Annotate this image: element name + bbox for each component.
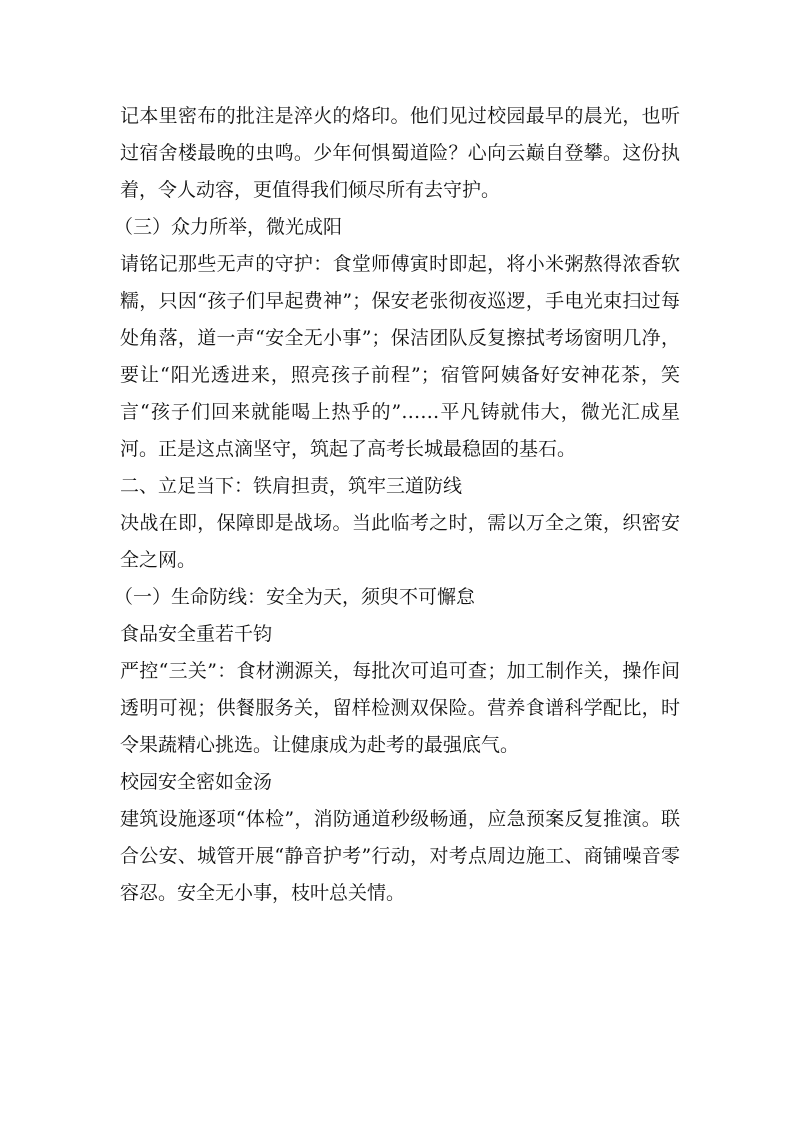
body-paragraph: 请铭记那些无声的守护：食堂师傅寅时即起，将小米粥熬得浓香软糯，只因“孩子们早起费神”；保安老张彻夜巡逻，手电光束扫过每处角落，道一声“安全无小事”；保洁团队反复擦拭考场窗明几净，要让“阳光透进来，照亮孩子前程”；宿管阿姨备好安神花茶，笑言“孩子们回来就能喝上热乎的”……平凡铸就伟大，微光汇成星河。正是这点滴坚守，筑起了高考长城最稳固的基石。 (120, 253, 680, 460)
body-paragraph: 决战在即，保障即是战场。当此临考之时，需以万全之策，织密安全之网。 (120, 512, 680, 571)
document-body (114, 98, 680, 912)
section-sub-heading: （一）生命防线：安全为天，须臾不可懈怠 (114, 586, 476, 608)
body-paragraph: 记本里密布的批注是淬火的烙印。他们见过校园最早的晨光，也听过宿舍楼最晚的虫鸣。少年何惧蜀道险？心向云巅自登攀。这份执着，令人动容，更值得我们倾尽所有去守护。 (120, 105, 680, 201)
topic-heading: 食品安全重若千钧 (120, 623, 273, 645)
topic-heading: 校园安全密如金汤 (120, 771, 273, 793)
body-paragraph: 严控“三关”：食材溯源关，每批次可追可查；加工制作关，操作间透明可视；供餐服务关，留样检测双保险。营养食谱科学配比，时令果蔬精心挑选。让健康成为赴考的最强底气。 (120, 660, 680, 756)
section-heading: 二、立足当下：铁肩担责，筑牢三道防线 (120, 475, 463, 497)
section-sub-heading: （三）众力所举，微光成阳 (114, 216, 343, 238)
body-paragraph: 建筑设施逐项“体检”，消防通道秒级畅通，应急预案反复推演。联合公安、城管开展“静音护考”行动，对考点周边施工、商铺噪音零容忍。安全无小事，枝叶总关情。 (120, 808, 680, 904)
